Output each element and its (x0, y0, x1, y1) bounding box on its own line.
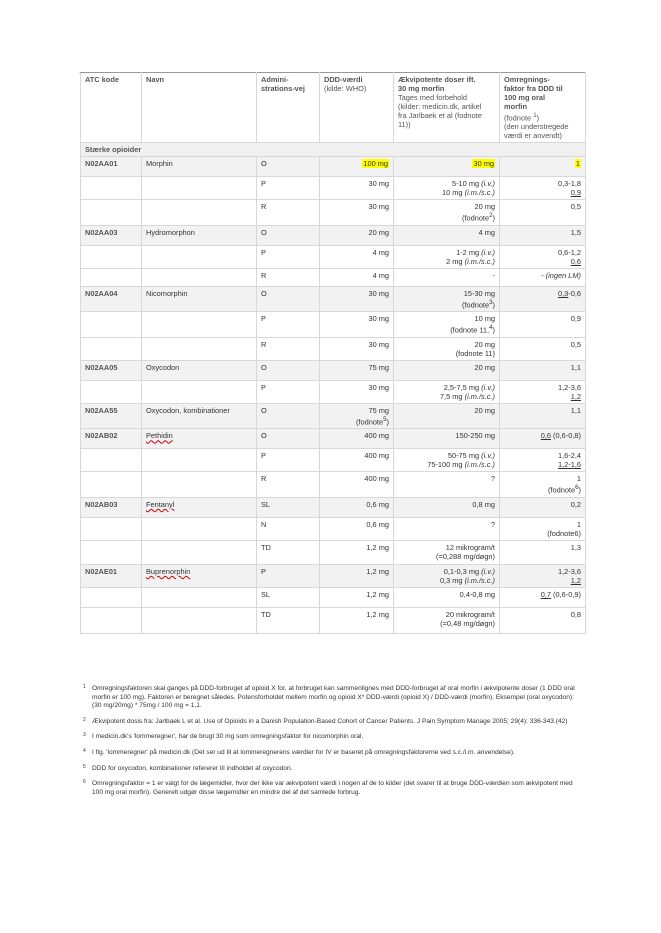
table-row (81, 157, 586, 177)
atc-code: N02AA04 (81, 286, 142, 311)
atc-code (81, 312, 142, 337)
equivalent-dose: 15-30 mg (fodnote$^3$) (394, 286, 500, 311)
drug-name (142, 540, 257, 564)
ddd-text: 30 mg (368, 288, 389, 298)
drug-name (142, 380, 257, 403)
table-row (81, 360, 586, 380)
equivalent-dose: 20 mg (fodnote 11) (394, 337, 500, 360)
drug-name-text: Morphin (146, 159, 173, 169)
conversion-factor: 1 (fodnote6) (500, 517, 586, 540)
conversion-factor-text: 0,7 (0,6-0,9) (540, 589, 581, 599)
atc-code (81, 517, 142, 540)
equivalent-dose: 5-10 mg (i.v.) 10 mg (i.m./s.c.) (394, 177, 500, 200)
atc-code (81, 449, 142, 472)
equivalent-dose (394, 360, 500, 380)
table-row (81, 449, 586, 472)
equivalent-dose-text: ? (490, 519, 495, 529)
footnote-text: Ækvipotent dosis fra: Jarlbaek L et al. Use of Opioids in a Danish Population-Based Cohort of Cancer Patients. J Pain Symptom Manage 2005; 29(4): 336-343.(42) (92, 717, 568, 725)
ddd-text: 30 mg (368, 314, 389, 324)
route: R (257, 337, 320, 360)
equivalent-dose: 0,1-0,3 mg (i.v.) 0,3 mg (i.m./s.c.) (394, 564, 500, 587)
atc-code (81, 587, 142, 607)
table-row (81, 564, 586, 587)
conversion-factor (500, 607, 586, 633)
ddd-value (320, 225, 394, 245)
conversion-factor-text: 1,1 (570, 362, 581, 372)
equivalent-dose-text: 12 mikrogram/t (445, 542, 495, 552)
equivalent-dose-text: 20 mg (474, 339, 495, 349)
route: R (257, 472, 320, 497)
drug-name-text: Hydromorphon (146, 227, 195, 237)
ddd-text: 100 mg (363, 159, 388, 169)
conversion-factor-text: 1,5 (570, 227, 581, 237)
drug-name (142, 449, 257, 472)
equivalent-dose-text: 0,4-0,8 mg (459, 589, 495, 599)
atc-code (81, 177, 142, 200)
header-equivalent-doses: Ækvipotente doser ift. 30 mg morfin Tages med forbehold (kilder: medicin.dk, artikel fra Jarlbaek et al (fodnote 11)) (394, 73, 500, 143)
conversion-factor (500, 312, 586, 337)
ddd-text: 400 mg (364, 431, 389, 441)
route: R (257, 200, 320, 225)
ddd-text: 400 mg (364, 451, 389, 461)
drug-name (142, 587, 257, 607)
drug-name-text: Nicomorphin (146, 288, 188, 298)
ddd-value (320, 497, 394, 517)
route: N (257, 517, 320, 540)
conversion-factor (500, 225, 586, 245)
route: P (257, 245, 320, 268)
drug-name (142, 200, 257, 225)
atc-code (81, 337, 142, 360)
equivalent-dose: 20 mikrogram/t (=0,48 mg/døgn) (394, 607, 500, 633)
ddd-value (320, 200, 394, 225)
route: O (257, 286, 320, 311)
ddd-text: 75 mg (368, 405, 389, 415)
conversion-factor: 0,6-1,2 0,6 (500, 245, 586, 268)
footnote-number: 6 (83, 779, 86, 786)
ddd-text: 1,2 mg (366, 609, 389, 619)
table-row (81, 337, 586, 360)
header-atc: ATC kode (81, 73, 142, 143)
drug-name-text: Oxycodon (146, 362, 180, 372)
drug-name (142, 268, 257, 286)
ddd-footnote: (fodnote$^5$) (355, 415, 389, 427)
header-ddd: DDD-værdi (kilde: WHO) (320, 73, 394, 143)
page-mark: · (79, 70, 81, 76)
route: P (257, 449, 320, 472)
footnote-text: DDD for oxycodon, kombinationer refererer til indholdet af oxycodon. (92, 764, 293, 772)
atc-code: N02AE01 (81, 564, 142, 587)
drug-name (142, 312, 257, 337)
table-row (81, 268, 586, 286)
ddd-text: 30 mg (368, 179, 389, 189)
drug-name-text: Buprenorphin (146, 566, 191, 576)
atc-code: N02AA03 (81, 225, 142, 245)
equivalent-dose-text: - (492, 270, 495, 280)
equivalent-dose: 20 mg (fodnote$^2$) (394, 200, 500, 225)
equivalent-dose: 10 mg (fodnote 11,$^4$) (394, 312, 500, 337)
conversion-factor-text: 0,6-1,2 (557, 247, 581, 257)
equivalent-dose-text: 50-75 mg (447, 451, 480, 461)
footnote (83, 780, 583, 797)
route: SL (257, 587, 320, 607)
conversion-factor (500, 429, 586, 449)
table-row (81, 312, 586, 337)
ddd-value (320, 429, 394, 449)
ddd-value (320, 312, 394, 337)
drug-name (142, 177, 257, 200)
table-row (81, 225, 586, 245)
conversion-factor (500, 286, 586, 311)
ddd-value (320, 157, 394, 177)
ddd-text: 30 mg (368, 339, 389, 349)
conversion-factor-text: - (ingen LM) (541, 270, 581, 280)
equivalent-dose: 1-2 mg (i.v.) 2 mg (i.m./s.c.) (394, 245, 500, 268)
equivalent-dose-text: 0,8 mg (472, 499, 495, 509)
conversion-factor-text: 0,3-1,8 (557, 179, 581, 189)
ddd-value (320, 564, 394, 587)
conversion-factor (500, 587, 586, 607)
equivalent-dose: 2,5-7,5 mg (i.v.) 7,5 mg (i.m./s.c.) (394, 380, 500, 403)
table-row (81, 177, 586, 200)
equivalent-dose (394, 517, 500, 540)
ddd-value (320, 403, 394, 428)
conversion-factor-text: 1,6-2,4 (557, 451, 581, 461)
conversion-factor-text: 1,3 (570, 542, 581, 552)
drug-name (142, 225, 257, 245)
equivalent-dose-text: 4 mg (478, 227, 495, 237)
drug-name (142, 564, 257, 587)
conversion-factor-text: 1 (576, 474, 581, 484)
ddd-text: 1,2 mg (366, 566, 389, 576)
footnote (83, 765, 583, 774)
conversion-factor (500, 360, 586, 380)
atc-code (81, 268, 142, 286)
table-row (81, 540, 586, 564)
ddd-text: 4 mg (372, 270, 389, 280)
group-label: Stærke opioider (81, 143, 586, 157)
equivalent-dose (394, 497, 500, 517)
ddd-value (320, 449, 394, 472)
table-row (81, 286, 586, 311)
conversion-factor-text: 1,2-3,6 (557, 566, 581, 576)
opioid-conversion-table (80, 72, 586, 634)
equivalent-dose-text: 20 mg (474, 362, 495, 372)
drug-name (142, 472, 257, 497)
drug-name (142, 157, 257, 177)
atc-code: N02AA01 (81, 157, 142, 177)
drug-name (142, 429, 257, 449)
conversion-factor (500, 157, 586, 177)
table-row (81, 587, 586, 607)
equivalent-dose-text: 20 mg (474, 405, 495, 415)
drug-name-text: Oxycodon, kombinationer (146, 405, 230, 415)
ddd-value (320, 472, 394, 497)
equivalent-dose-text: ? (490, 474, 495, 484)
footnote-text: Omregningsfaktor = 1 er valgt for de lægemidler, hvor der ikke var ækvipotent værdi i nogen af de to kilder (det svarer til at bruge DDD-værdien som ækvipotent med 100 mg oral morfin). Generelt udgør disse lægemidler en mindre del af det samlede forbrug. (92, 780, 573, 796)
ddd-text: 1,2 mg (366, 542, 389, 552)
footnote-text: I medicin.dk's 'lommeregner', har de brugt 30 mg som omregningsfaktor for nicomorphin oral. (92, 733, 364, 741)
footnote (83, 749, 583, 758)
conversion-factor-text: 0,2 (570, 499, 581, 509)
atc-code (81, 472, 142, 497)
route: SL (257, 497, 320, 517)
conversion-factor (500, 268, 586, 286)
ddd-value (320, 540, 394, 564)
atc-code (81, 607, 142, 633)
group-row (81, 143, 586, 157)
ddd-value (320, 517, 394, 540)
table-row (81, 403, 586, 428)
drug-name-text: Pethidin (146, 431, 173, 441)
equivalent-dose (394, 225, 500, 245)
route: P (257, 564, 320, 587)
drug-name (142, 403, 257, 428)
footnote-number: 5 (83, 763, 86, 770)
footnote-text: Omregningsfaktoren skal ganges på DDD-forbruget af opioid X for, at forbruget kan sammenlignes med DDD-forbruget af oral morfin i ækvipotente doser (1 DDD oral morfin er 100 mg). Faktoren er beregnet således. Potensforholdet mellem morfin og opioid X* DDD-værdi (opioid X) / DDD-værdi (morfin). Eksempel (oral oxycodon): (30 mg/20mg) * 75mg / 100 mg = 1,1. (92, 685, 575, 710)
atc-code: N02AB02 (81, 429, 142, 449)
table-row (81, 245, 586, 268)
conversion-factor-text: 1,2-3,6 (557, 382, 581, 392)
table-row (81, 200, 586, 225)
conversion-factor-text: 0,5 (570, 339, 581, 349)
header-route: Admini- strations-vej (257, 73, 320, 143)
equivalent-dose-text: 150-250 mg (455, 431, 495, 441)
equivalent-dose (394, 429, 500, 449)
route: O (257, 403, 320, 428)
atc-code: N02AA55 (81, 403, 142, 428)
route: P (257, 177, 320, 200)
route: TD (257, 540, 320, 564)
ddd-text: 20 mg (368, 227, 389, 237)
footnote-number: 3 (83, 732, 86, 739)
equivalent-dose (394, 403, 500, 428)
route: P (257, 312, 320, 337)
conversion-factor: 1 (fodnote$^6$) (500, 472, 586, 497)
equivalent-dose-text: 0,1-0,3 mg (443, 566, 480, 576)
ddd-value (320, 268, 394, 286)
equivalent-dose-text: 20 mg (474, 202, 495, 212)
conversion-factor-text: 0,3-0,6 (557, 288, 581, 298)
footnote (83, 733, 583, 742)
drug-name (142, 337, 257, 360)
footnote (83, 685, 583, 711)
ddd-text: 4 mg (372, 247, 389, 257)
drug-name (142, 360, 257, 380)
route: O (257, 429, 320, 449)
conversion-factor (500, 403, 586, 428)
atc-code (81, 380, 142, 403)
ddd-text: 1,2 mg (366, 589, 389, 599)
ddd-value (320, 177, 394, 200)
ddd-value (320, 245, 394, 268)
footnotes (83, 685, 583, 804)
drug-name (142, 517, 257, 540)
equivalent-dose-text: 1-2 mg (456, 247, 480, 257)
footnote (83, 718, 583, 727)
equivalent-dose-text: 20 mikrogram/t (445, 609, 495, 619)
conversion-factor (500, 337, 586, 360)
drug-name (142, 245, 257, 268)
table-row (81, 380, 586, 403)
conversion-factor-text: 1 (576, 519, 581, 529)
conversion-factor (500, 200, 586, 225)
equivalent-dose (394, 268, 500, 286)
ddd-value (320, 286, 394, 311)
table-row (81, 607, 586, 633)
footnote-text: I flg. 'lommeregner' på medicin.dk (Det ser ud til at lommeregnerens værdier for IV er baseret på omregningsfaktorerne ved s.c./i.m. anvendelse). (92, 748, 515, 756)
conversion-factor (500, 540, 586, 564)
conversion-factor-text: 0,5 (570, 202, 581, 212)
conversion-factor: 1,6-2,4 1,2-1,6 (500, 449, 586, 472)
atc-code (81, 540, 142, 564)
conversion-factor: 1,2-3,6 1,2 (500, 380, 586, 403)
equivalent-dose (394, 157, 500, 177)
conversion-factor: 1,2-3,6 1,2 (500, 564, 586, 587)
equivalent-dose: 12 mikrogram/t (=0,288 mg/døgn) (394, 540, 500, 564)
header-name: Navn (142, 73, 257, 143)
equivalent-dose-text: 10 mg (474, 314, 495, 324)
header-conversion-factor: Omregnings- faktor fra DDD til 100 mg oral morfin (fodnote $^1$) (den understregede værdi er anvendt) (500, 73, 586, 143)
ddd-text: 30 mg (368, 382, 389, 392)
route: R (257, 268, 320, 286)
ddd-text: 30 mg (368, 202, 389, 212)
table-row (81, 429, 586, 449)
route: O (257, 225, 320, 245)
equivalent-dose-text: 2,5-7,5 mg (443, 382, 480, 392)
drug-name (142, 286, 257, 311)
footnote-number: 4 (83, 747, 86, 754)
ddd-text: 400 mg (364, 474, 389, 484)
equivalent-dose-text: 5-10 mg (451, 179, 480, 189)
conversion-factor: 0,3-1,8 0,9 (500, 177, 586, 200)
ddd-value (320, 380, 394, 403)
route: P (257, 380, 320, 403)
atc-code (81, 245, 142, 268)
conversion-factor-text: 0,9 (570, 314, 581, 324)
route: TD (257, 607, 320, 633)
equivalent-dose: 50-75 mg (i.v.) 75-100 mg (i.m./s.c.) (394, 449, 500, 472)
footnote-number: 2 (83, 716, 86, 723)
equivalent-dose (394, 587, 500, 607)
conversion-factor-text: 0,6 (0,6-0,8) (540, 431, 581, 441)
atc-code (81, 200, 142, 225)
route: O (257, 360, 320, 380)
equivalent-dose-text: 30 mg (473, 159, 494, 169)
ddd-value (320, 360, 394, 380)
atc-code: N02AA05 (81, 360, 142, 380)
table-row (81, 517, 586, 540)
ddd-text: 0,6 mg (366, 499, 389, 509)
drug-name (142, 607, 257, 633)
equivalent-dose (394, 472, 500, 497)
ddd-value (320, 587, 394, 607)
atc-code: N02AB03 (81, 497, 142, 517)
ddd-text: 75 mg (368, 362, 389, 372)
footnote-number: 1 (83, 684, 86, 690)
conversion-factor-text: 0,8 (570, 609, 581, 619)
drug-name-text: Fentanyl (146, 499, 175, 509)
table-row (81, 497, 586, 517)
conversion-factor (500, 497, 586, 517)
equivalent-dose-text: 15-30 mg (463, 288, 495, 298)
ddd-text: 0,6 mg (366, 519, 389, 529)
conversion-factor-text: 1,1 (570, 405, 581, 415)
table-row (81, 472, 586, 497)
route: O (257, 157, 320, 177)
ddd-value (320, 607, 394, 633)
drug-name (142, 497, 257, 517)
conversion-factor-text: 1 (575, 159, 580, 169)
ddd-value (320, 337, 394, 360)
